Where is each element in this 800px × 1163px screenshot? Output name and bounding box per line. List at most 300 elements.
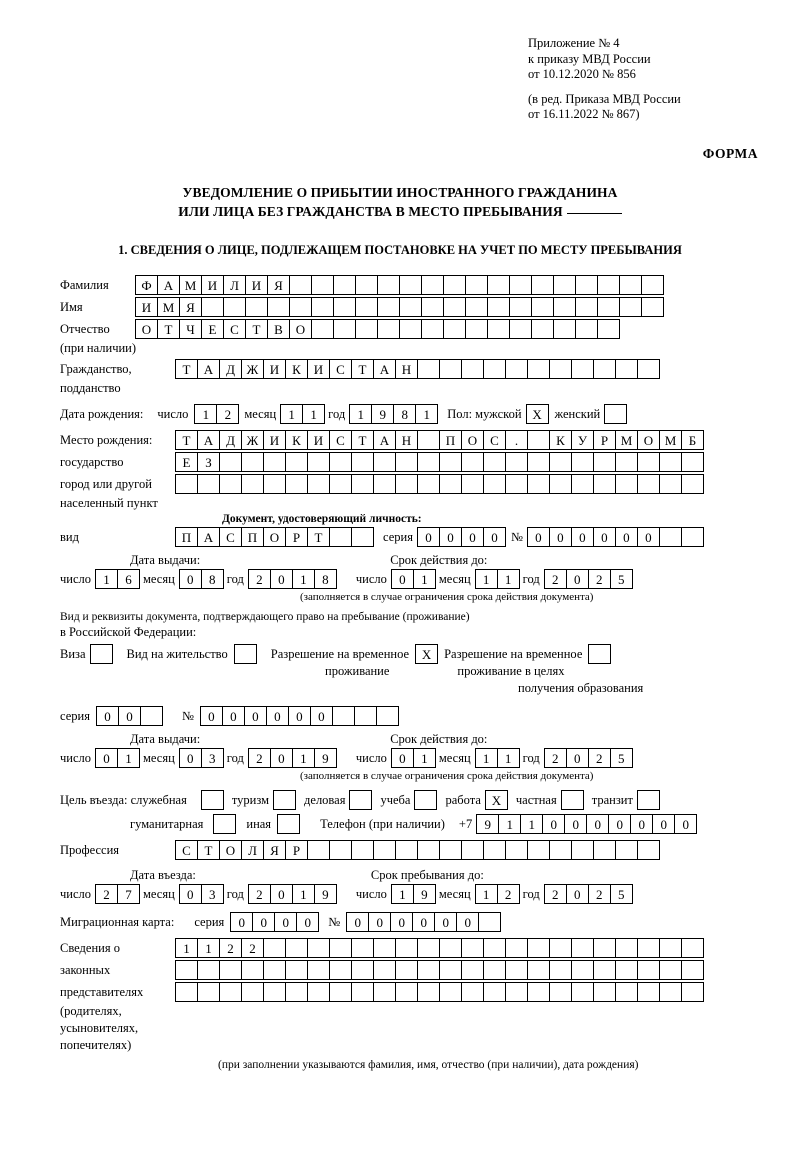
form-cell[interactable]: 2 — [588, 748, 611, 768]
form-cell[interactable]: Ч — [179, 319, 202, 339]
form-cell[interactable]: Р — [593, 430, 616, 450]
form-cell[interactable]: 0 — [527, 527, 550, 547]
form-cell[interactable] — [637, 474, 660, 494]
form-cell[interactable] — [549, 840, 572, 860]
form-cell[interactable] — [531, 297, 554, 317]
form-cell[interactable]: А — [197, 359, 220, 379]
form-cell[interactable] — [681, 938, 704, 958]
form-cell[interactable]: 0 — [456, 912, 479, 932]
form-cell[interactable]: К — [549, 430, 572, 450]
form-cell[interactable] — [619, 275, 642, 295]
form-cell[interactable] — [615, 359, 638, 379]
form-cell[interactable]: 0 — [200, 706, 223, 726]
form-cell[interactable]: 0 — [96, 706, 119, 726]
legal-rep-row-3-cells[interactable] — [175, 982, 703, 1002]
entry-year-cells[interactable] — [248, 884, 336, 904]
form-cell[interactable]: Я — [267, 275, 290, 295]
form-cell[interactable]: П — [175, 527, 198, 547]
form-cell[interactable]: О — [461, 430, 484, 450]
form-cell[interactable] — [483, 982, 506, 1002]
checkbox-purpose-study[interactable] — [414, 790, 437, 810]
form-cell[interactable] — [351, 840, 374, 860]
form-cell[interactable] — [487, 297, 510, 317]
birth-place-row-1-cells[interactable] — [175, 430, 703, 450]
form-cell[interactable] — [354, 706, 377, 726]
form-cell[interactable] — [329, 452, 352, 472]
form-cell[interactable]: О — [289, 319, 312, 339]
form-cell[interactable] — [461, 840, 484, 860]
form-cell[interactable]: 0 — [252, 912, 275, 932]
valid-year-cells[interactable] — [544, 569, 632, 589]
form-cell[interactable] — [597, 297, 620, 317]
form-cell[interactable] — [593, 474, 616, 494]
form-cell[interactable] — [637, 359, 660, 379]
form-cell[interactable]: 0 — [288, 706, 311, 726]
form-cell[interactable] — [461, 474, 484, 494]
form-cell[interactable] — [439, 474, 462, 494]
form-cell[interactable] — [333, 297, 356, 317]
birth-month-cells[interactable] — [280, 404, 324, 424]
form-cell[interactable] — [549, 474, 572, 494]
doc-series-cells[interactable] — [417, 527, 505, 547]
form-cell[interactable]: 0 — [571, 527, 594, 547]
form-cell[interactable] — [615, 982, 638, 1002]
checkbox-temp-residence[interactable]: Х — [415, 644, 438, 664]
form-cell[interactable] — [285, 960, 308, 980]
form-cell[interactable]: 0 — [586, 814, 609, 834]
permit-series-cells[interactable] — [96, 706, 162, 726]
form-cell[interactable]: И — [263, 359, 286, 379]
form-cell[interactable] — [443, 319, 466, 339]
permit-number-cells[interactable] — [200, 706, 398, 726]
form-cell[interactable] — [681, 452, 704, 472]
form-cell[interactable]: 3 — [201, 884, 224, 904]
form-cell[interactable]: 1 — [194, 404, 217, 424]
form-cell[interactable]: А — [373, 359, 396, 379]
form-cell[interactable]: 1 — [95, 569, 118, 589]
form-cell[interactable]: 8 — [201, 569, 224, 589]
form-cell[interactable] — [417, 359, 440, 379]
form-cell[interactable]: 0 — [179, 884, 202, 904]
form-cell[interactable]: 0 — [542, 814, 565, 834]
form-cell[interactable]: 2 — [216, 404, 239, 424]
form-cell[interactable] — [593, 452, 616, 472]
form-cell[interactable]: 2 — [588, 569, 611, 589]
form-cell[interactable] — [307, 938, 330, 958]
form-cell[interactable]: Д — [219, 430, 242, 450]
form-cell[interactable] — [219, 960, 242, 980]
form-cell[interactable]: 0 — [608, 814, 631, 834]
form-cell[interactable] — [439, 938, 462, 958]
form-cell[interactable] — [593, 960, 616, 980]
permit-issue-month-cells[interactable] — [179, 748, 223, 768]
form-cell[interactable] — [351, 527, 374, 547]
form-cell[interactable]: 2 — [248, 569, 271, 589]
form-cell[interactable] — [439, 452, 462, 472]
form-cell[interactable]: 1 — [497, 569, 520, 589]
form-cell[interactable] — [201, 297, 224, 317]
form-cell[interactable]: 1 — [413, 569, 436, 589]
form-cell[interactable]: И — [135, 297, 158, 317]
form-cell[interactable] — [399, 297, 422, 317]
form-cell[interactable] — [483, 840, 506, 860]
form-cell[interactable] — [311, 319, 334, 339]
form-cell[interactable]: 1 — [117, 748, 140, 768]
form-cell[interactable]: М — [615, 430, 638, 450]
form-cell[interactable] — [465, 319, 488, 339]
form-cell[interactable]: 0 — [566, 569, 589, 589]
form-cell[interactable]: 8 — [314, 569, 337, 589]
form-cell[interactable] — [593, 982, 616, 1002]
birth-day-cells[interactable] — [194, 404, 238, 424]
surname-cells[interactable] — [135, 275, 663, 295]
form-cell[interactable] — [373, 938, 396, 958]
form-cell[interactable] — [505, 359, 528, 379]
form-cell[interactable]: Т — [351, 430, 374, 450]
form-cell[interactable]: С — [219, 527, 242, 547]
form-cell[interactable]: 8 — [393, 404, 416, 424]
form-cell[interactable] — [553, 297, 576, 317]
form-cell[interactable]: 2 — [219, 938, 242, 958]
form-cell[interactable] — [443, 275, 466, 295]
form-cell[interactable] — [241, 982, 264, 1002]
form-cell[interactable]: 0 — [674, 814, 697, 834]
form-cell[interactable] — [659, 960, 682, 980]
form-cell[interactable]: И — [307, 359, 330, 379]
form-cell[interactable]: 0 — [266, 706, 289, 726]
form-cell[interactable]: Е — [175, 452, 198, 472]
form-cell[interactable]: М — [157, 297, 180, 317]
form-cell[interactable]: А — [373, 430, 396, 450]
form-cell[interactable] — [377, 275, 400, 295]
form-cell[interactable] — [197, 474, 220, 494]
form-cell[interactable] — [399, 319, 422, 339]
form-cell[interactable] — [549, 359, 572, 379]
form-cell[interactable] — [417, 430, 440, 450]
checkbox-purpose-work[interactable]: Х — [485, 790, 508, 810]
form-cell[interactable]: 6 — [117, 569, 140, 589]
form-cell[interactable] — [175, 474, 198, 494]
issue-year-cells[interactable] — [248, 569, 336, 589]
form-cell[interactable] — [241, 452, 264, 472]
form-cell[interactable]: 1 — [302, 404, 325, 424]
form-cell[interactable] — [285, 982, 308, 1002]
form-cell[interactable]: 1 — [197, 938, 220, 958]
form-cell[interactable]: 1 — [391, 884, 414, 904]
form-cell[interactable] — [681, 960, 704, 980]
migration-number-cells[interactable] — [346, 912, 500, 932]
form-cell[interactable] — [553, 275, 576, 295]
form-cell[interactable]: Т — [307, 527, 330, 547]
form-cell[interactable] — [355, 297, 378, 317]
form-cell[interactable] — [487, 319, 510, 339]
form-cell[interactable]: 0 — [417, 527, 440, 547]
form-cell[interactable]: Т — [245, 319, 268, 339]
form-cell[interactable] — [659, 938, 682, 958]
form-cell[interactable] — [505, 960, 528, 980]
form-cell[interactable] — [417, 960, 440, 980]
checkbox-visa[interactable] — [90, 644, 113, 664]
form-cell[interactable] — [421, 297, 444, 317]
form-cell[interactable] — [505, 452, 528, 472]
checkbox-residence-permit[interactable] — [234, 644, 257, 664]
permit-issue-year-cells[interactable] — [248, 748, 336, 768]
form-cell[interactable]: 0 — [461, 527, 484, 547]
form-cell[interactable]: В — [267, 319, 290, 339]
patronymic-cells[interactable] — [135, 319, 619, 339]
form-cell[interactable] — [509, 297, 532, 317]
checkbox-sex-male[interactable]: Х — [526, 404, 549, 424]
form-cell[interactable]: 1 — [475, 748, 498, 768]
form-cell[interactable] — [637, 960, 660, 980]
form-cell[interactable]: 0 — [222, 706, 245, 726]
form-cell[interactable] — [263, 474, 286, 494]
form-cell[interactable] — [377, 319, 400, 339]
form-cell[interactable] — [373, 960, 396, 980]
issue-month-cells[interactable] — [179, 569, 223, 589]
form-cell[interactable]: 0 — [439, 527, 462, 547]
form-cell[interactable] — [263, 982, 286, 1002]
form-cell[interactable]: С — [329, 430, 352, 450]
form-cell[interactable]: 0 — [483, 527, 506, 547]
form-cell[interactable] — [439, 359, 462, 379]
checkbox-purpose-humanitarian[interactable] — [213, 814, 236, 834]
form-cell[interactable] — [681, 982, 704, 1002]
form-cell[interactable] — [311, 275, 334, 295]
form-cell[interactable]: 1 — [475, 569, 498, 589]
form-cell[interactable]: 0 — [274, 912, 297, 932]
form-cell[interactable] — [417, 474, 440, 494]
form-cell[interactable] — [527, 452, 550, 472]
form-cell[interactable]: 1 — [292, 884, 315, 904]
valid-month-cells[interactable] — [475, 569, 519, 589]
form-cell[interactable] — [333, 275, 356, 295]
form-cell[interactable] — [140, 706, 163, 726]
form-cell[interactable] — [478, 912, 501, 932]
form-cell[interactable] — [527, 474, 550, 494]
form-cell[interactable]: Р — [285, 840, 308, 860]
form-cell[interactable]: Т — [157, 319, 180, 339]
form-cell[interactable]: Т — [351, 359, 374, 379]
form-cell[interactable]: 0 — [95, 748, 118, 768]
checkbox-edu-residence[interactable] — [588, 644, 611, 664]
form-cell[interactable] — [681, 527, 704, 547]
form-cell[interactable]: Н — [395, 359, 418, 379]
form-cell[interactable]: Е — [201, 319, 224, 339]
form-cell[interactable] — [505, 474, 528, 494]
form-cell[interactable]: Ж — [241, 359, 264, 379]
form-cell[interactable]: К — [285, 430, 308, 450]
form-cell[interactable] — [527, 840, 550, 860]
issue-day-cells[interactable] — [95, 569, 139, 589]
form-cell[interactable]: 0 — [566, 884, 589, 904]
checkbox-sex-female[interactable] — [604, 404, 627, 424]
form-cell[interactable] — [615, 938, 638, 958]
form-cell[interactable] — [241, 474, 264, 494]
form-cell[interactable] — [571, 840, 594, 860]
form-cell[interactable]: Л — [223, 275, 246, 295]
form-cell[interactable] — [373, 840, 396, 860]
form-cell[interactable]: 2 — [248, 748, 271, 768]
form-cell[interactable]: 1 — [349, 404, 372, 424]
form-cell[interactable] — [421, 275, 444, 295]
form-cell[interactable] — [461, 982, 484, 1002]
form-cell[interactable] — [575, 275, 598, 295]
form-cell[interactable] — [659, 452, 682, 472]
form-cell[interactable]: 2 — [544, 748, 567, 768]
form-cell[interactable] — [175, 982, 198, 1002]
form-cell[interactable] — [641, 297, 664, 317]
form-cell[interactable] — [483, 938, 506, 958]
form-cell[interactable]: 5 — [610, 748, 633, 768]
form-cell[interactable]: С — [223, 319, 246, 339]
form-cell[interactable] — [461, 359, 484, 379]
checkbox-purpose-private[interactable] — [561, 790, 584, 810]
form-cell[interactable]: 0 — [615, 527, 638, 547]
doc-number-cells[interactable] — [527, 527, 703, 547]
form-cell[interactable] — [593, 359, 616, 379]
form-cell[interactable] — [395, 452, 418, 472]
form-cell[interactable]: 7 — [117, 884, 140, 904]
form-cell[interactable] — [351, 960, 374, 980]
form-cell[interactable]: 1 — [415, 404, 438, 424]
form-cell[interactable] — [505, 982, 528, 1002]
form-cell[interactable] — [571, 359, 594, 379]
form-cell[interactable]: С — [329, 359, 352, 379]
form-cell[interactable] — [289, 275, 312, 295]
checkbox-purpose-business[interactable] — [349, 790, 372, 810]
form-cell[interactable] — [307, 840, 330, 860]
form-cell[interactable]: Т — [197, 840, 220, 860]
form-cell[interactable] — [395, 840, 418, 860]
form-cell[interactable] — [549, 938, 572, 958]
form-cell[interactable] — [355, 319, 378, 339]
form-cell[interactable] — [505, 938, 528, 958]
form-cell[interactable] — [285, 938, 308, 958]
form-cell[interactable] — [263, 960, 286, 980]
form-cell[interactable] — [571, 982, 594, 1002]
form-cell[interactable] — [571, 960, 594, 980]
phone-cells[interactable] — [476, 814, 696, 834]
checkbox-purpose-service[interactable] — [201, 790, 224, 810]
form-cell[interactable]: 5 — [610, 569, 633, 589]
form-cell[interactable] — [197, 982, 220, 1002]
form-cell[interactable] — [417, 938, 440, 958]
form-cell[interactable] — [267, 297, 290, 317]
form-cell[interactable]: 1 — [175, 938, 198, 958]
form-cell[interactable] — [373, 452, 396, 472]
form-cell[interactable]: 0 — [118, 706, 141, 726]
form-cell[interactable]: И — [307, 430, 330, 450]
form-cell[interactable] — [637, 938, 660, 958]
form-cell[interactable] — [527, 960, 550, 980]
entry-day-cells[interactable] — [95, 884, 139, 904]
form-cell[interactable]: С — [175, 840, 198, 860]
form-cell[interactable]: У — [571, 430, 594, 450]
form-cell[interactable] — [483, 960, 506, 980]
form-cell[interactable]: 0 — [652, 814, 675, 834]
form-cell[interactable] — [465, 275, 488, 295]
form-cell[interactable]: Т — [175, 430, 198, 450]
form-cell[interactable] — [197, 960, 220, 980]
form-cell[interactable]: М — [659, 430, 682, 450]
form-cell[interactable]: 1 — [292, 569, 315, 589]
form-cell[interactable]: Я — [179, 297, 202, 317]
form-cell[interactable]: 0 — [270, 884, 293, 904]
form-cell[interactable] — [597, 275, 620, 295]
form-cell[interactable] — [659, 982, 682, 1002]
form-cell[interactable]: П — [439, 430, 462, 450]
birth-place-row-2-cells[interactable] — [175, 452, 703, 472]
form-cell[interactable] — [307, 452, 330, 472]
stay-day-cells[interactable] — [391, 884, 435, 904]
form-cell[interactable]: И — [263, 430, 286, 450]
form-cell[interactable]: Л — [241, 840, 264, 860]
form-cell[interactable] — [351, 938, 374, 958]
stay-year-cells[interactable] — [544, 884, 632, 904]
form-cell[interactable] — [571, 474, 594, 494]
form-cell[interactable]: 0 — [244, 706, 267, 726]
form-cell[interactable] — [395, 982, 418, 1002]
form-cell[interactable]: О — [135, 319, 158, 339]
form-cell[interactable] — [223, 297, 246, 317]
form-cell[interactable]: 2 — [497, 884, 520, 904]
form-cell[interactable]: 0 — [230, 912, 253, 932]
form-cell[interactable] — [417, 982, 440, 1002]
form-cell[interactable]: 1 — [280, 404, 303, 424]
form-cell[interactable]: 3 — [201, 748, 224, 768]
form-cell[interactable] — [376, 706, 399, 726]
form-cell[interactable] — [329, 960, 352, 980]
form-cell[interactable] — [355, 275, 378, 295]
form-cell[interactable]: 0 — [346, 912, 369, 932]
permit-issue-day-cells[interactable] — [95, 748, 139, 768]
form-cell[interactable]: 2 — [544, 884, 567, 904]
form-cell[interactable] — [509, 275, 532, 295]
migration-series-cells[interactable] — [230, 912, 318, 932]
form-cell[interactable]: И — [245, 275, 268, 295]
form-cell[interactable] — [615, 960, 638, 980]
form-cell[interactable]: К — [285, 359, 308, 379]
form-cell[interactable]: О — [219, 840, 242, 860]
form-cell[interactable] — [615, 840, 638, 860]
form-cell[interactable] — [615, 452, 638, 472]
valid-day-cells[interactable] — [391, 569, 435, 589]
form-cell[interactable] — [619, 297, 642, 317]
form-cell[interactable]: С — [483, 430, 506, 450]
form-cell[interactable] — [531, 275, 554, 295]
form-cell[interactable]: 0 — [296, 912, 319, 932]
form-cell[interactable] — [681, 474, 704, 494]
profession-cells[interactable] — [175, 840, 659, 860]
form-cell[interactable] — [637, 982, 660, 1002]
checkbox-purpose-other[interactable] — [277, 814, 300, 834]
form-cell[interactable]: 9 — [413, 884, 436, 904]
form-cell[interactable] — [332, 706, 355, 726]
form-cell[interactable]: 0 — [310, 706, 333, 726]
birth-place-row-3-cells[interactable] — [175, 474, 703, 494]
form-cell[interactable]: 0 — [564, 814, 587, 834]
form-cell[interactable] — [593, 840, 616, 860]
form-cell[interactable]: 1 — [413, 748, 436, 768]
form-cell[interactable]: А — [197, 430, 220, 450]
form-cell[interactable]: Ж — [241, 430, 264, 450]
form-cell[interactable]: И — [201, 275, 224, 295]
form-cell[interactable] — [241, 960, 264, 980]
form-cell[interactable] — [329, 938, 352, 958]
form-cell[interactable] — [421, 319, 444, 339]
form-cell[interactable]: Д — [219, 359, 242, 379]
